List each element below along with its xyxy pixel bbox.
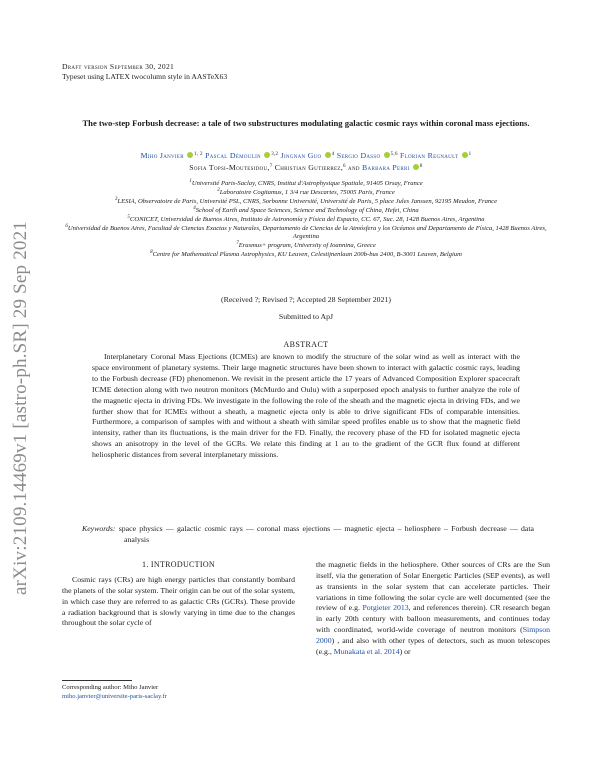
- author-email-link[interactable]: miho.janvier@universite-paris-saclay.fr: [62, 692, 167, 700]
- author-1-affil: 1, 2: [194, 152, 203, 157]
- citation-simpson[interactable]: Simpson 2000: [316, 625, 550, 645]
- orcid-icon[interactable]: [325, 152, 331, 158]
- affiliation-list: [62, 180, 550, 260]
- footnote-divider: [62, 680, 132, 681]
- citation-potgieter[interactable]: Potgieter 2013: [362, 603, 409, 613]
- author-6-affil: 7: [269, 164, 273, 169]
- affiliation-8: $^8$Centre for Mathematical Plasma Astrophysics, KU Leuven, Celestijnenlaan 200b-bus 2400, B-3001 Leuven, Belgium: [150, 250, 462, 259]
- affiliation-1: $^1$Université Paris-Saclay, CNRS, Institut d'Astrophysique Spatiale, 91405 Orsay, France: [189, 179, 423, 187]
- arxiv-id: arXiv:2109.14469v1 [astro-ph.SR] 29 Sep 2021: [10, 221, 31, 595]
- typeset-line: Typeset using LATEX twocolumn style in AASTeX63: [62, 72, 228, 81]
- draft-version: Draft version September 30, 2021: [62, 62, 175, 71]
- affiliation-5: $^5$CONICET, Universidad de Buenos Aires, Instituto de Astronomía y Física del Espacio, CC. 67, Suc. 28, 1428 Buenos Aires, Argentina: [127, 214, 485, 223]
- orcid-icon[interactable]: [413, 164, 419, 170]
- author-3-affil: 4: [331, 152, 335, 157]
- orcid-icon[interactable]: [187, 152, 193, 158]
- right-column: [316, 560, 550, 658]
- author-1[interactable]: Miho Janvier: [140, 151, 184, 160]
- affiliation-7: $^7$Erasmus+ program, University of Ioannina, Greece: [236, 241, 376, 250]
- citation-munakata[interactable]: Munakata et al. 2014: [333, 646, 400, 656]
- author-2-affil: 3,2: [271, 152, 279, 157]
- author-7-affil: 6: [342, 164, 346, 169]
- section-heading-introduction: 1. INTRODUCTION: [142, 560, 215, 569]
- keywords: [82, 524, 534, 546]
- left-column: [62, 560, 295, 629]
- affiliation-3: $^3$LESIA, Observatoire de Paris, Université PSL, CNRS, Sorbonne Université, Université de Paris, 5 place Jules Janssen, 92195 Meudon, France: [114, 196, 498, 205]
- author-3[interactable]: Jingnan Guo: [280, 151, 322, 160]
- author-8[interactable]: Barbara Perri: [362, 163, 410, 172]
- intro-paragraph-right: the magnetic fields in the heliosphere. Other sources of CRs are the Sun itself, via the generation of Solar Energetic Particles (SEP events), as well as transients in the solar system that can accelerate particles. Their variations in time following the solar cycle are well documented (see the review of e.g. Potgieter 2013, and references therein). CR research began in early 20th century with balloon measurements, and continues today with coordinated, world-wide coverage of neutron monitors (Simpson 2000) , and also with other types of detectors, such as muon telescopes (e.g., Munakata et al. 2014) or: [316, 560, 550, 656]
- affiliation-2: $^2$Laboratoire Cogitamus, 1 3/4 rue Descartes, 75005 Paris, France: [217, 187, 395, 196]
- footnote: [62, 684, 295, 701]
- abstract-heading: ABSTRACT: [283, 340, 329, 349]
- orcid-icon[interactable]: [264, 152, 270, 158]
- received-dates: (Received ?; Revised ?; Accepted 28 September 2021): [221, 295, 391, 304]
- keywords-label: Keywords:: [82, 524, 116, 533]
- keywords-text: space physics — galactic cosmic rays — coronal mass ejections — magnetic ejecta – heliosphere – Forbush decrease — data analysis: [118, 524, 535, 544]
- submitted-journal: Submitted to ApJ: [278, 312, 334, 321]
- orcid-icon[interactable]: [384, 152, 390, 158]
- author-4-affil: 5,6: [390, 152, 398, 157]
- orcid-icon[interactable]: [462, 152, 468, 158]
- author-list: [62, 150, 550, 174]
- author-4[interactable]: Sergio Dasso: [336, 151, 381, 160]
- arxiv-identifier-stamp: [4, 178, 38, 638]
- author-2[interactable]: Pascal Démoulin: [205, 151, 261, 160]
- abstract-text: Interplanetary Coronal Mass Ejections (ICMEs) are known to modify the structure of the solar wind as well as interact with the space environment of planetary systems. Their large magnetic structures have been shown to interact with galactic cosmic rays, leading to the Forbush decrease (FD) phenomenon. We revisit in the present article the 17 years of Advanced Composition Explorer spacecraft ICME detection along with two neutron monitors (McMurdo and Oulu) with a superposed epoch analysis to further analyze the role of the magnetic ejecta in driving FDs. We investigate in the following the role of the sheath and the magnetic ejecta in driving FDs, and we further show that for ICMEs without a sheath, a magnetic ejecta only is able to drive significant FDs of comparable intensities. Furthermore, a comparison of samples with and without a sheath with similar speed profiles enable us to show that the magnetic field intensity, rather than its fluctuations, is the main driver for the FD. Finally, the recovery phase of the FD for isolated magnetic ejecta shows an anisotropy in the level of the GCRs. We relate this finding at 1 au to the gradient of the GCR flux found at different heliospheric distances from several interplanetary missions.: [92, 352, 520, 460]
- affiliation-4: $^4$School of Earth and Space Sciences, Science and Technology of China, Hefei, China: [193, 205, 419, 214]
- author-5-affil: 1: [468, 152, 472, 157]
- author-7: Christian Gutierrez,: [274, 163, 343, 172]
- author-6: Sofia Topsi-Moutesidou,: [189, 163, 270, 172]
- author-and: and: [348, 163, 360, 172]
- affiliation-6: $^6$Universidad de Buenos Aires, Facultad de Ciencias Exactas y Naturales, Departamento de Ciencias de la Atmósfera y los Océanos and Departamento de Física, 1428 Buenos Aires, Argentina: [65, 223, 547, 241]
- intro-paragraph-left: Cosmic rays (CRs) are high energy particles that constantly bombard the planets of the solar system. Their origin can be out of the solar system, in which case they are referred to as galactic CRs (GCRs). These provide a radiation background that is slowly varying in time due to the changes throughout the solar cycle of: [62, 575, 295, 628]
- paper-title: The two-step Forbush decrease: a tale of two substructures modulating galactic cosmic rays within coronal mass ejections.: [82, 118, 530, 128]
- author-5[interactable]: Florian Regnault: [400, 151, 459, 160]
- corresponding-author: Corresponding author: Miho Janvier: [62, 684, 159, 691]
- author-8-affil: 8: [419, 164, 423, 169]
